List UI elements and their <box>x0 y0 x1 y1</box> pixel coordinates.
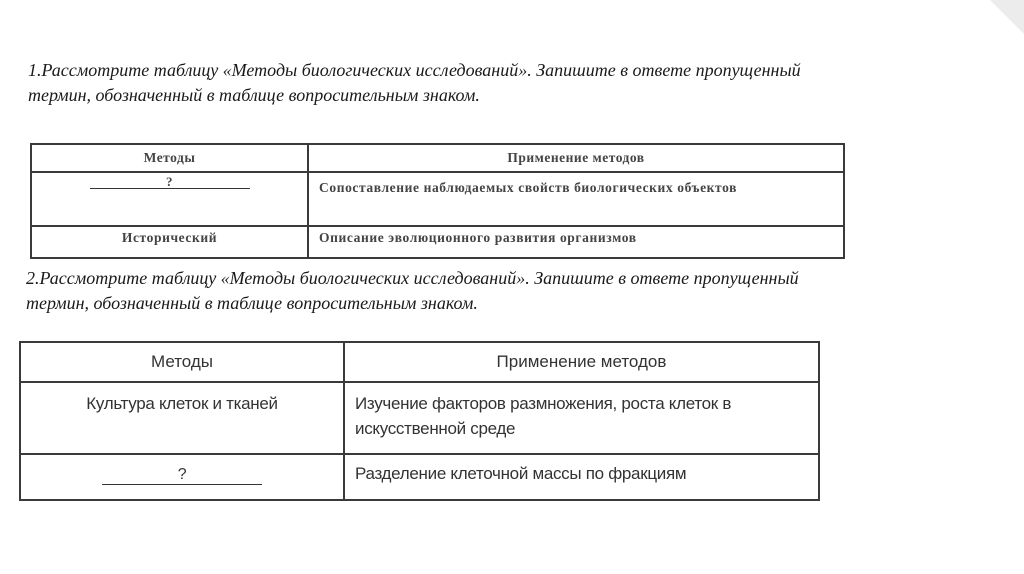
question-mark: ? <box>165 174 174 189</box>
task-2-table <box>19 341 820 501</box>
blank-underline <box>102 484 262 485</box>
header-application: Применение методов <box>344 342 819 382</box>
task-1-text: 1.Рассмотрите таблицу «Методы биологических исследований». Запишите в ответе пропущенный термин, обозначенный в таблице вопросительным знаком. <box>28 60 801 105</box>
slide-corner-decoration <box>990 0 1024 34</box>
table-row <box>20 454 819 500</box>
header-application: Применение методов <box>308 144 844 172</box>
method-cell: Исторический <box>31 226 308 258</box>
application-cell: Изучение факторов размножения, роста клеток в искусственной среде <box>344 382 819 454</box>
application-cell: Описание эволюционного развития организмов <box>308 226 844 258</box>
task-2-text: 2.Рассмотрите таблицу «Методы биологических исследований». Запишите в ответе пропущенный термин, обозначенный в таблице вопросительным знаком. <box>26 268 799 313</box>
method-cell <box>20 454 344 500</box>
table-row <box>31 172 844 226</box>
answer-blank <box>90 176 250 189</box>
table-row <box>20 382 819 454</box>
method-cell: Культура клеток и тканей <box>20 382 344 454</box>
answer-blank <box>102 466 262 485</box>
question-mark: ? <box>177 466 187 483</box>
task-1-table <box>30 143 845 259</box>
header-methods: Методы <box>31 144 308 172</box>
header-methods: Методы <box>20 342 344 382</box>
method-cell <box>31 172 308 226</box>
table-header-row <box>31 144 844 172</box>
table-header-row <box>20 342 819 382</box>
application-cell: Разделение клеточной массы по фракциям <box>344 454 819 500</box>
application-cell: Сопоставление наблюдаемых свойств биологических объектов <box>308 172 844 226</box>
table-row <box>31 226 844 258</box>
